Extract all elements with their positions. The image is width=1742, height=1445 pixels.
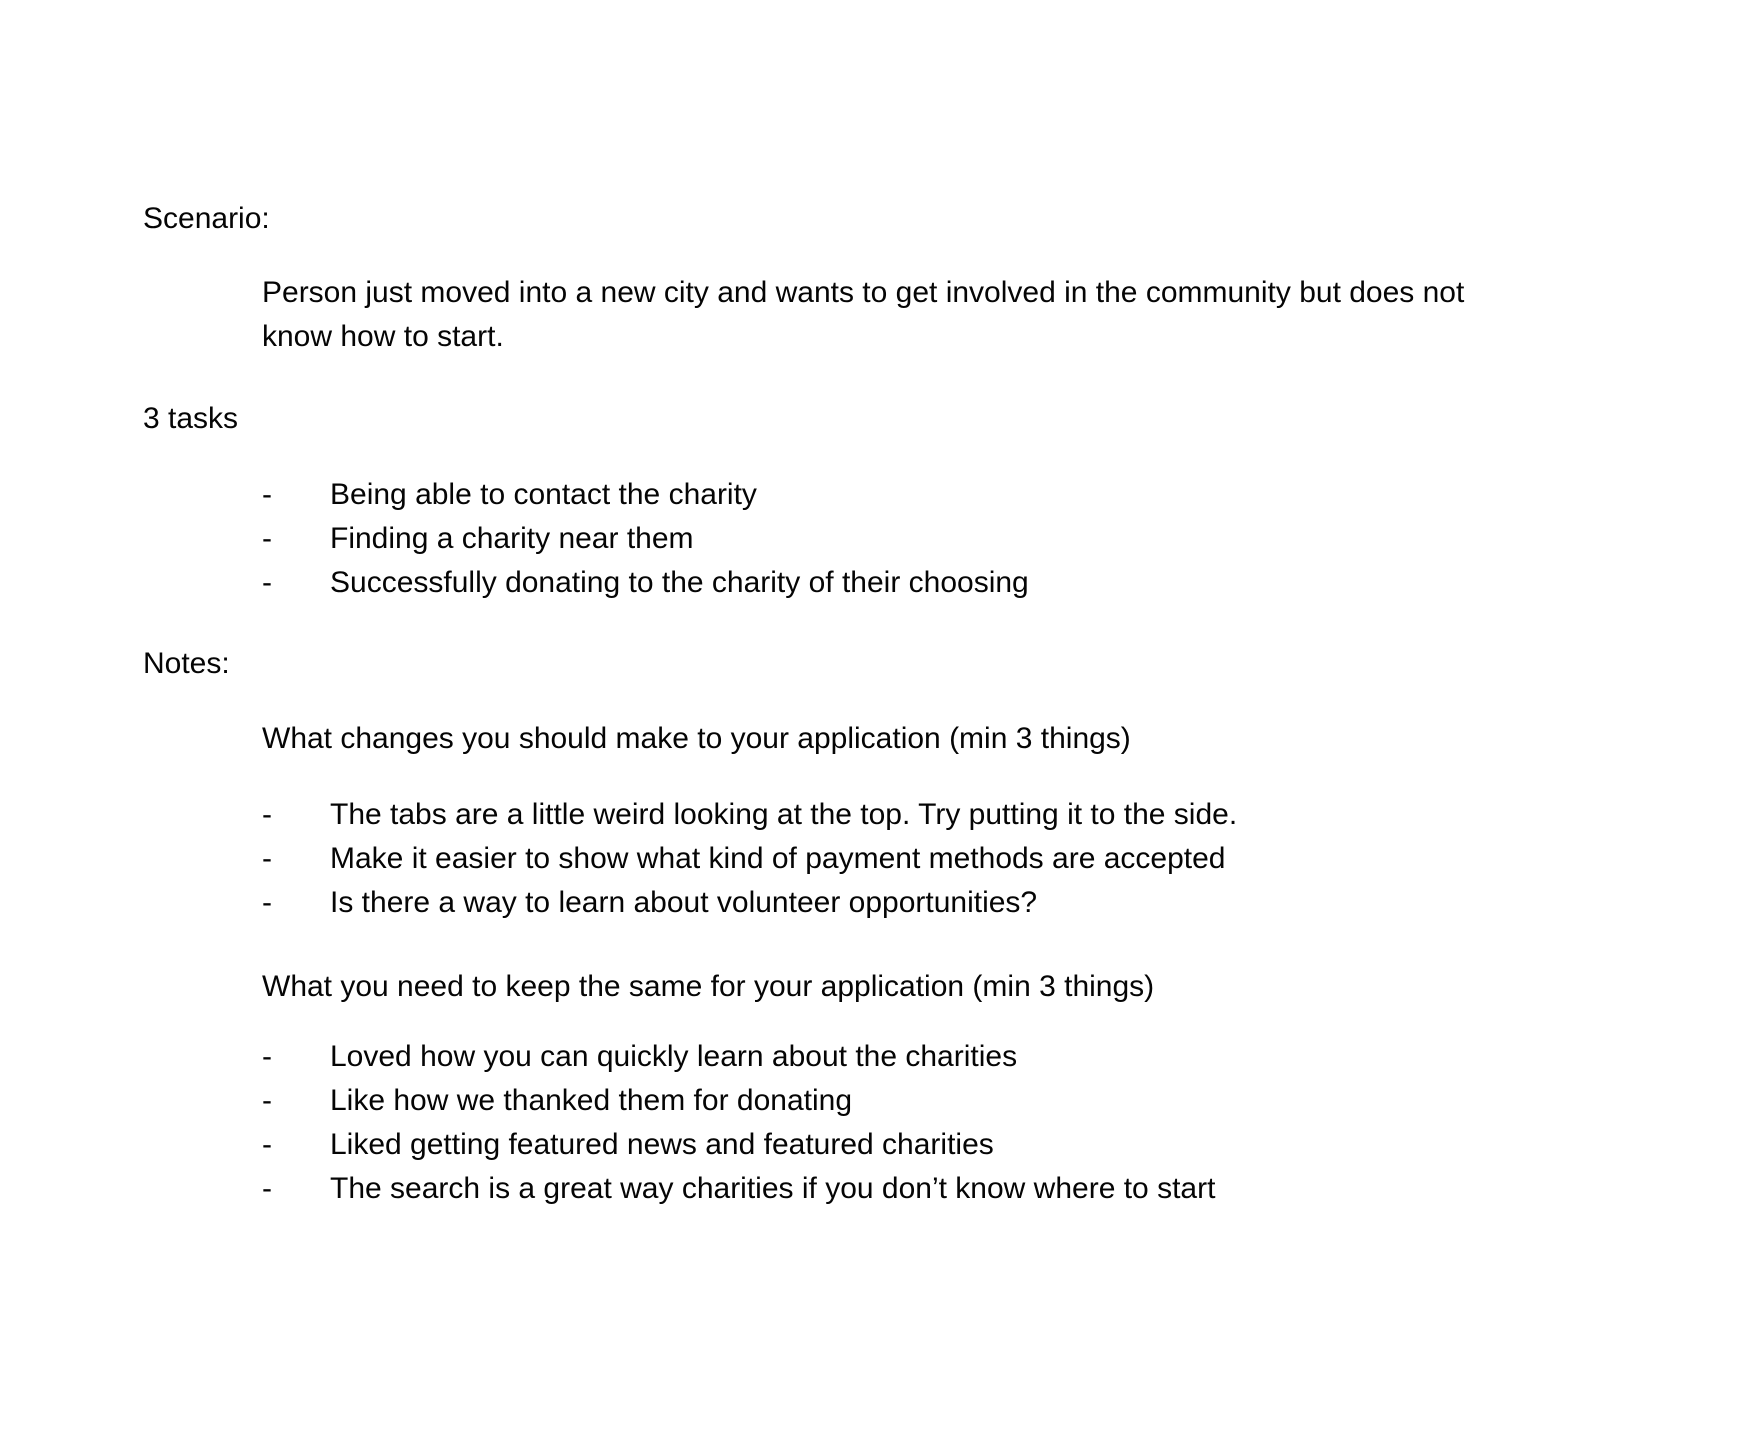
list-item xyxy=(262,793,1237,837)
list-item xyxy=(262,1167,1215,1211)
bullet-dash: - xyxy=(262,522,272,555)
keep-same-subheading: What you need to keep the same for your application (min 3 things) xyxy=(262,970,1155,1003)
scenario-body-line-2: know how to start. xyxy=(262,320,504,353)
tasks-list xyxy=(262,473,1029,605)
scenario-heading: Scenario: xyxy=(143,202,270,235)
keep-item-text: Like how we thanked them for donating xyxy=(330,1084,852,1117)
list-item xyxy=(262,1079,1215,1123)
change-item-text: Make it easier to show what kind of payment methods are accepted xyxy=(330,842,1226,875)
list-item xyxy=(262,1123,1215,1167)
bullet-dash: - xyxy=(262,886,272,919)
bullet-dash: - xyxy=(262,1172,272,1205)
list-item xyxy=(262,1035,1215,1079)
list-item xyxy=(262,837,1237,881)
list-item xyxy=(262,517,1029,561)
changes-subheading: What changes you should make to your application (min 3 things) xyxy=(262,722,1131,755)
change-item-text: Is there a way to learn about volunteer opportunities? xyxy=(330,886,1038,919)
bullet-dash: - xyxy=(262,566,272,599)
change-item-text: The tabs are a little weird looking at the top. Try putting it to the side. xyxy=(330,798,1238,831)
list-item xyxy=(262,881,1237,925)
tasks-heading: 3 tasks xyxy=(143,402,239,435)
list-item xyxy=(262,473,1029,517)
keep-same-list xyxy=(262,1035,1215,1211)
list-item xyxy=(262,561,1029,605)
notes-heading: Notes: xyxy=(143,647,230,680)
bullet-dash: - xyxy=(262,1084,272,1117)
task-item-text: Finding a charity near them xyxy=(330,522,694,555)
keep-item-text: The search is a great way charities if you don’t know where to start xyxy=(330,1172,1216,1205)
scenario-body-line-1: Person just moved into a new city and wants to get involved in the community but does not xyxy=(262,276,1465,309)
bullet-dash: - xyxy=(262,842,272,875)
task-item-text: Successfully donating to the charity of their choosing xyxy=(330,566,1029,599)
task-item-text: Being able to contact the charity xyxy=(330,478,757,511)
bullet-dash: - xyxy=(262,1040,272,1073)
bullet-dash: - xyxy=(262,798,272,831)
bullet-dash: - xyxy=(262,478,272,511)
scenario-body xyxy=(262,271,1464,359)
changes-list xyxy=(262,793,1237,925)
keep-item-text: Liked getting featured news and featured charities xyxy=(330,1128,994,1161)
keep-item-text: Loved how you can quickly learn about the charities xyxy=(330,1040,1018,1073)
bullet-dash: - xyxy=(262,1128,272,1161)
